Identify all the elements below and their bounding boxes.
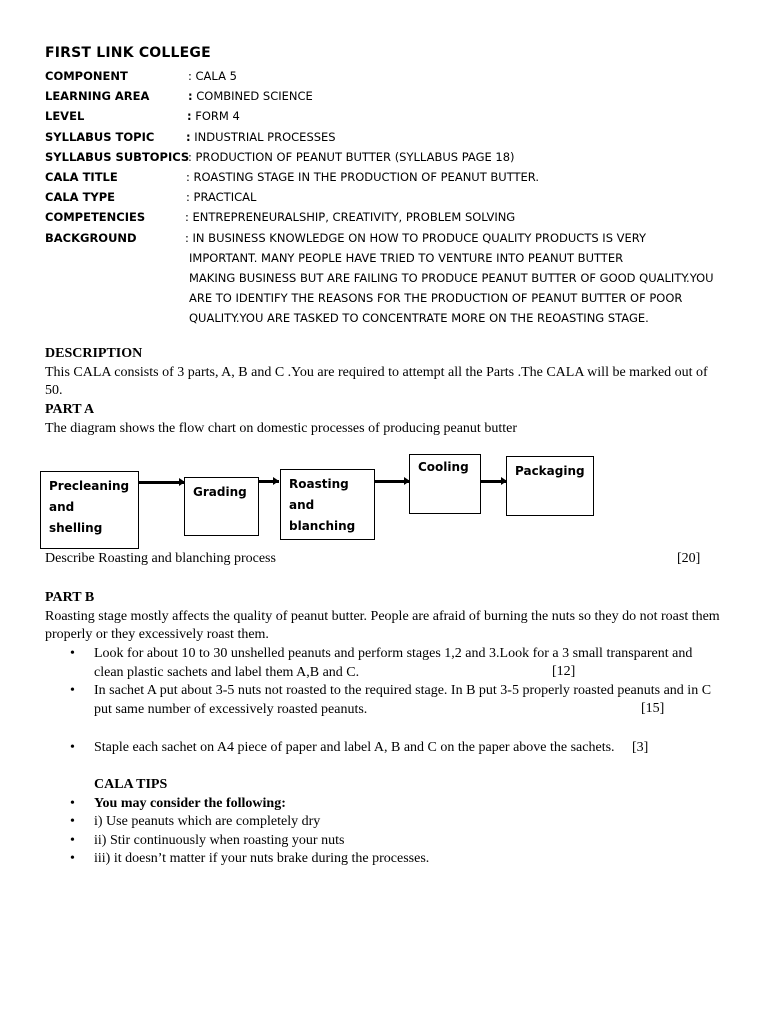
meta-label: LEVEL [45, 109, 85, 124]
bullet: • [70, 851, 75, 866]
background-line: QUALITY.YOU ARE TASKED TO CONCENTRATE MORE ON THE REOASTING STAGE. [189, 311, 649, 326]
description-heading: DESCRIPTION [45, 346, 143, 361]
meta-label: COMPONENT [45, 69, 128, 83]
background-line: : IN BUSINESS KNOWLEDGE ON HOW TO PRODUCE QUALITY PRODUCTS IS VERY [185, 230, 647, 245]
meta-value: : ROASTING STAGE IN THE PRODUCTION OF PEANUT BUTTER. [186, 169, 540, 184]
flow-step-grading: Grading [184, 477, 259, 536]
tip-text: iii) it doesn’t matter if your nuts brake during the processes. [94, 851, 430, 866]
meta-background [45, 228, 745, 329]
part-a-section [45, 401, 725, 438]
list-item [45, 645, 722, 682]
background-line: ARE TO IDENTIFY THE REASONS FOR THE PRODUCTION OF PEANUT BUTTER OF POOR [189, 291, 683, 306]
flow-arrow [375, 480, 410, 483]
meta-value: : CALA 5 [188, 69, 237, 83]
background-text [185, 228, 715, 329]
task-text: In sachet A put about 3-5 nuts not roasted to the required stage. In B put 3-5 properly roasted peanuts and in C put same number of excessively roasted peanuts. [94, 683, 712, 717]
question-marks: [20] [677, 551, 701, 566]
meta-label: CALA TITLE [45, 169, 118, 184]
meta-competencies [45, 207, 745, 227]
meta-learning-area [45, 86, 745, 106]
list-item [45, 832, 725, 851]
tip-text: You may consider the following: [94, 795, 286, 811]
meta-cala-title [45, 167, 745, 187]
meta-value: INDUSTRIAL PROCESSES [194, 129, 336, 144]
meta-value: : PRACTICAL [186, 190, 257, 205]
flow-arrow-head [273, 477, 279, 485]
tip-text: ii) Stir continuously when roasting your nuts [94, 832, 345, 848]
bullet: • [70, 740, 75, 755]
flow-step-precleaning: Precleaning and shelling [40, 471, 139, 549]
task-text: Staple each sachet on A4 piece of paper and label A, B and C on the paper above the sachets. [94, 740, 615, 755]
bullet: • [70, 832, 75, 848]
meta-label: CALA TYPE [45, 190, 116, 205]
part-b-tasks [45, 682, 735, 719]
meta-label: COMPETENCIES [45, 210, 146, 225]
list-item [45, 739, 634, 758]
part-b-tasks [45, 645, 735, 682]
tips-section [45, 776, 725, 869]
meta-colon: : [187, 109, 192, 124]
task-text: Look for about 10 to 30 unshelled peanuts and perform stages 1,2 and 3.Look for a 3 small transparent and clean plastic sachets and label them A,B and C. [94, 646, 693, 680]
flow-arrow-head [404, 477, 410, 485]
flow-step-packaging: Packaging [506, 456, 594, 516]
background-line: IMPORTANT. MANY PEOPLE HAVE TRIED TO VENTURE INTO PEANUT BUTTER [189, 250, 624, 265]
meta-value: : PRODUCTION OF PEANUT BUTTER (SYLLABUS PAGE 18) [188, 149, 515, 164]
flow-step-roasting: Roasting and blanching [280, 469, 375, 540]
meta-syllabus-subtopics [45, 147, 745, 167]
meta-value: FORM 4 [195, 109, 240, 124]
meta-label: LEARNING AREA [45, 89, 150, 104]
meta-colon: : [186, 129, 191, 144]
bullet: • [70, 646, 75, 661]
list-item [45, 682, 714, 719]
meta-level [45, 106, 745, 126]
background-line: MAKING BUSINESS BUT ARE FAILING TO PRODUCE PEANUT BUTTER OF GOOD QUALITY.YOU [189, 270, 714, 285]
question-text: Describe Roasting and blanching process [45, 551, 276, 566]
bullet: • [70, 683, 75, 698]
part-a-intro: The diagram shows the flow chart on domestic processes of producing peanut butter [45, 420, 517, 436]
flow-arrow-head [501, 477, 507, 485]
meta-syllabus-topic [45, 127, 745, 147]
bullet: • [70, 795, 75, 811]
part-a-question [45, 550, 725, 569]
meta-cala-type [45, 187, 745, 207]
tips-heading: CALA TIPS [94, 777, 168, 792]
task-marks: [12] [552, 664, 576, 679]
meta-label: BACKGROUND [45, 230, 137, 245]
part-a-heading: PART A [45, 402, 95, 417]
description-section [45, 345, 725, 401]
bullet: • [70, 814, 75, 829]
flow-arrow [481, 480, 507, 483]
college-name: FIRST LINK COLLEGE [45, 45, 211, 61]
part-b-section [45, 589, 725, 645]
part-b-intro: Roasting stage mostly affects the quality of peanut butter. People are afraid of burning the nuts so they do not roast them properly or they excessively roast them. [45, 608, 720, 642]
list-item [45, 813, 725, 832]
cala-metadata [45, 66, 745, 328]
meta-value: COMBINED SCIENCE [196, 89, 313, 104]
meta-value: : ENTREPRENEURALSHIP, CREATIVITY, PROBLEM SOLVING [185, 210, 516, 225]
list-item [45, 850, 725, 869]
meta-component [45, 66, 745, 86]
part-b-heading: PART B [45, 590, 95, 605]
flow-arrow-head [179, 478, 185, 486]
meta-colon: : [188, 89, 193, 104]
meta-label: SYLLABUS TOPIC [45, 129, 155, 144]
flow-arrow [139, 481, 185, 484]
task-marks: [15] [641, 701, 665, 716]
flow-arrow [259, 480, 279, 483]
flow-step-cooling: Cooling [409, 454, 481, 514]
list-item [45, 795, 725, 814]
tip-text: i) Use peanuts which are completely dry [94, 814, 321, 829]
task-marks: [3] [632, 740, 649, 755]
meta-label: SYLLABUS SUBTOPICS [45, 149, 190, 164]
description-text: This CALA consists of 3 parts, A, B and C .You are required to attempt all the Parts .The CALA will be marked out of 50. [45, 364, 708, 398]
